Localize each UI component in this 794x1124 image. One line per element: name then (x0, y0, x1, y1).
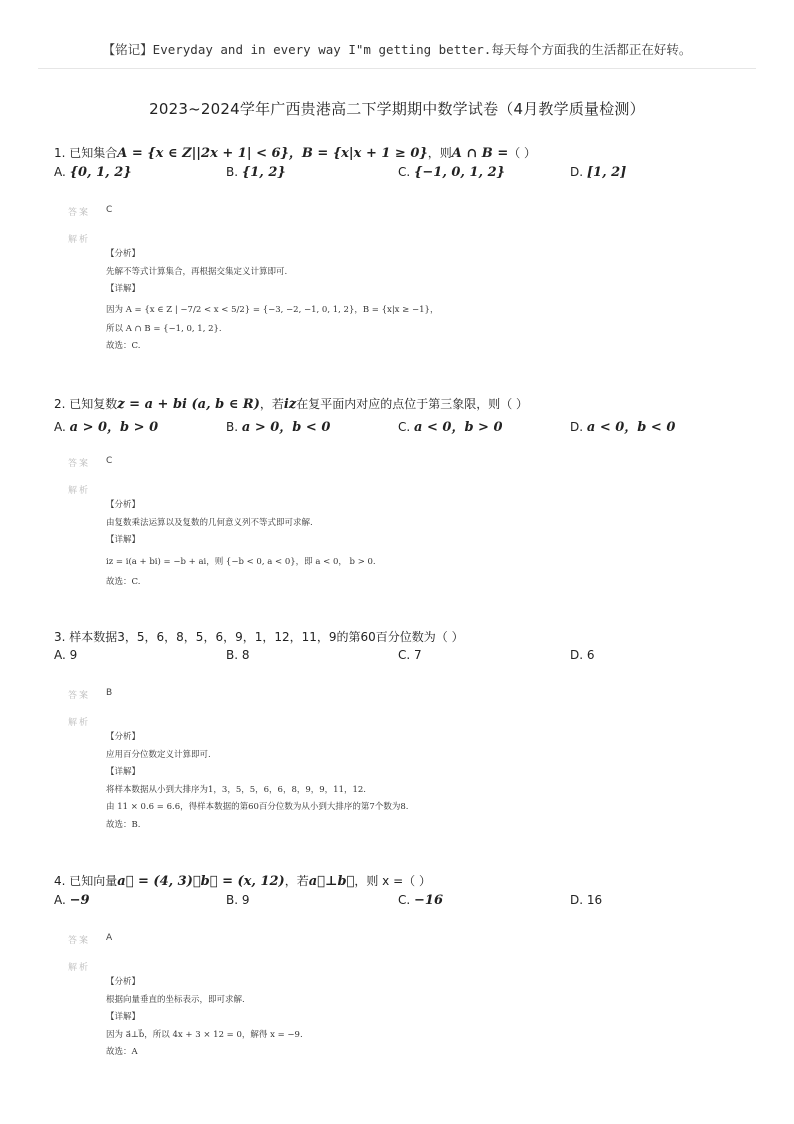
option-d[interactable]: D. a < 0，b < 0 (570, 420, 676, 435)
analysis-row (54, 715, 744, 729)
answer-value: A (106, 933, 113, 943)
answer-row (54, 933, 744, 947)
option-b[interactable]: B. 9 (226, 893, 250, 907)
options (54, 648, 744, 668)
stem-math: a⃗ = (4, 3)，b⃗ = (x, 12) (117, 874, 285, 889)
question-stem (54, 144, 744, 163)
option-a[interactable]: A. 9 (54, 648, 78, 662)
question-4 (54, 872, 744, 1062)
stem-math: a⃗⊥b⃗ (308, 874, 355, 889)
analysis-text: 先解不等式计算集合，再根据交集定义计算即可. (106, 266, 288, 277)
analysis-row (54, 483, 744, 497)
header-divider (38, 68, 756, 69)
detail-line: 由 11 × 0.6 = 6.6，得样本数据的第60百分位数为从小到大排序的第7个数为8. (106, 802, 409, 812)
option-d[interactable]: D. [1, 2] (570, 165, 627, 180)
answer-value: C (106, 205, 113, 215)
analysis-heading: 【分析】 (106, 732, 141, 742)
stem-text: 2. 已知复数 (54, 397, 118, 411)
stem-text: ，则 (427, 146, 452, 160)
detail-line: 故选：C. (106, 341, 141, 351)
question-stem (54, 395, 744, 414)
stem-text: 在复平面内对应的点位于第三象限，则（ ） (296, 397, 529, 411)
answer-label: 答案 (68, 936, 91, 946)
question-stem (54, 628, 744, 646)
options (54, 416, 744, 436)
analysis-heading: 【分析】 (106, 977, 141, 987)
detail-line: 将样本数据从小到大排序为1，3，5，5，6，6，8，9，9，11，12. (106, 784, 367, 795)
stem-text: ，则 x =（ ） (354, 874, 431, 888)
detail-line: 故选：C. (106, 576, 141, 587)
option-c[interactable]: C. 7 (398, 648, 422, 662)
stem-text: 3. 样本数据3，5，6，8，5，6，9，1，12，11，9的第60百分位数为（ ） (54, 630, 464, 644)
stem-text: ，若 (259, 397, 284, 411)
analysis-heading: 【分析】 (106, 500, 141, 510)
analysis-block (106, 497, 744, 591)
option-a[interactable]: A. −9 (54, 893, 90, 908)
analysis-row (54, 960, 744, 974)
analysis-label: 解析 (68, 486, 91, 496)
option-b[interactable]: B. 8 (226, 648, 250, 662)
stem-text: 1. 已知集合 (54, 146, 118, 160)
option-a[interactable]: A. a > 0，b > 0 (54, 420, 159, 435)
detail-line: 所以 A ∩ B = {−1, 0, 1, 2}. (106, 323, 222, 334)
analysis-label: 解析 (68, 718, 91, 728)
analysis-block (106, 729, 744, 834)
detail-heading: 【详解】 (106, 767, 141, 777)
analysis-label: 解析 (68, 235, 91, 245)
detail-heading: 【详解】 (106, 1012, 141, 1022)
option-c[interactable]: C. a < 0，b > 0 (398, 420, 503, 435)
stem-text: ，若 (284, 874, 309, 888)
answer-value: C (106, 456, 113, 466)
option-b[interactable]: B. a > 0，b < 0 (226, 420, 331, 435)
analysis-block (106, 974, 744, 1062)
answer-value: B (106, 688, 113, 698)
answer-row (54, 205, 744, 219)
exam-title: 2023~2024学年广西贵港高二下学期期中数学试卷（4月教学质量检测） (149, 100, 645, 118)
option-c[interactable]: C. −16 (398, 893, 444, 908)
analysis-row (54, 232, 744, 246)
question-3 (54, 628, 744, 834)
detail-line: iz = i(a + bi) = −b + ai，则 {−b < 0, a < 0}，即 a < 0， b > 0. (106, 556, 376, 567)
analysis-text: 由复数乘法运算以及复数的几何意义列不等式即可求解. (106, 517, 313, 528)
question-1 (54, 144, 744, 356)
question-stem (54, 872, 744, 891)
detail-line: 因为 a⃗⊥b⃗，所以 4x + 3 × 12 = 0，解得 x = −9. (106, 1029, 303, 1040)
analysis-block (106, 246, 744, 356)
analysis-label: 解析 (68, 963, 91, 973)
stem-math: A = {x ∈ Z||2x + 1| < 6}，B = {x|x + 1 ≥ 0} (117, 146, 428, 161)
analysis-text: 根据向量垂直的坐标表示，即可求解. (106, 994, 245, 1005)
detail-heading: 【详解】 (106, 284, 141, 294)
detail-line: 故选：B. (106, 819, 141, 830)
analysis-text: 应用百分位数定义计算即可. (106, 749, 211, 760)
stem-math: z = a + bi (a, b ∈ R) (117, 397, 260, 412)
stem-math: A ∩ B = (451, 146, 509, 161)
stem-text: （ ） (508, 146, 537, 160)
option-a[interactable]: A. {0, 1, 2} (54, 165, 132, 180)
analysis-heading: 【分析】 (106, 249, 141, 259)
answer-label: 答案 (68, 691, 91, 701)
answer-label: 答案 (68, 459, 91, 469)
detail-heading: 【详解】 (106, 535, 141, 545)
option-d[interactable]: D. 6 (570, 648, 595, 662)
question-2 (54, 395, 744, 591)
detail-line: 因为 A = {x ∈ Z | −7/2 < x < 5/2} = {−3, −2, −1, 0, 1, 2}，B = {x|x ≥ −1}， (106, 304, 439, 315)
stem-text: 4. 已知向量 (54, 874, 118, 888)
motto-banner: 【铭记】Everyday and in every way I"m getting better.每天每个方面我的生活都正在好转。 (102, 42, 692, 57)
options (54, 893, 744, 913)
option-c[interactable]: C. {−1, 0, 1, 2} (398, 165, 505, 180)
stem-math: iz (283, 397, 297, 412)
option-b[interactable]: B. {1, 2} (226, 165, 286, 180)
answer-label: 答案 (68, 208, 91, 218)
answer-row (54, 688, 744, 702)
option-d[interactable]: D. 16 (570, 893, 603, 907)
detail-line: 故选：A (106, 1047, 138, 1057)
answer-row (54, 456, 744, 470)
options (54, 165, 744, 185)
